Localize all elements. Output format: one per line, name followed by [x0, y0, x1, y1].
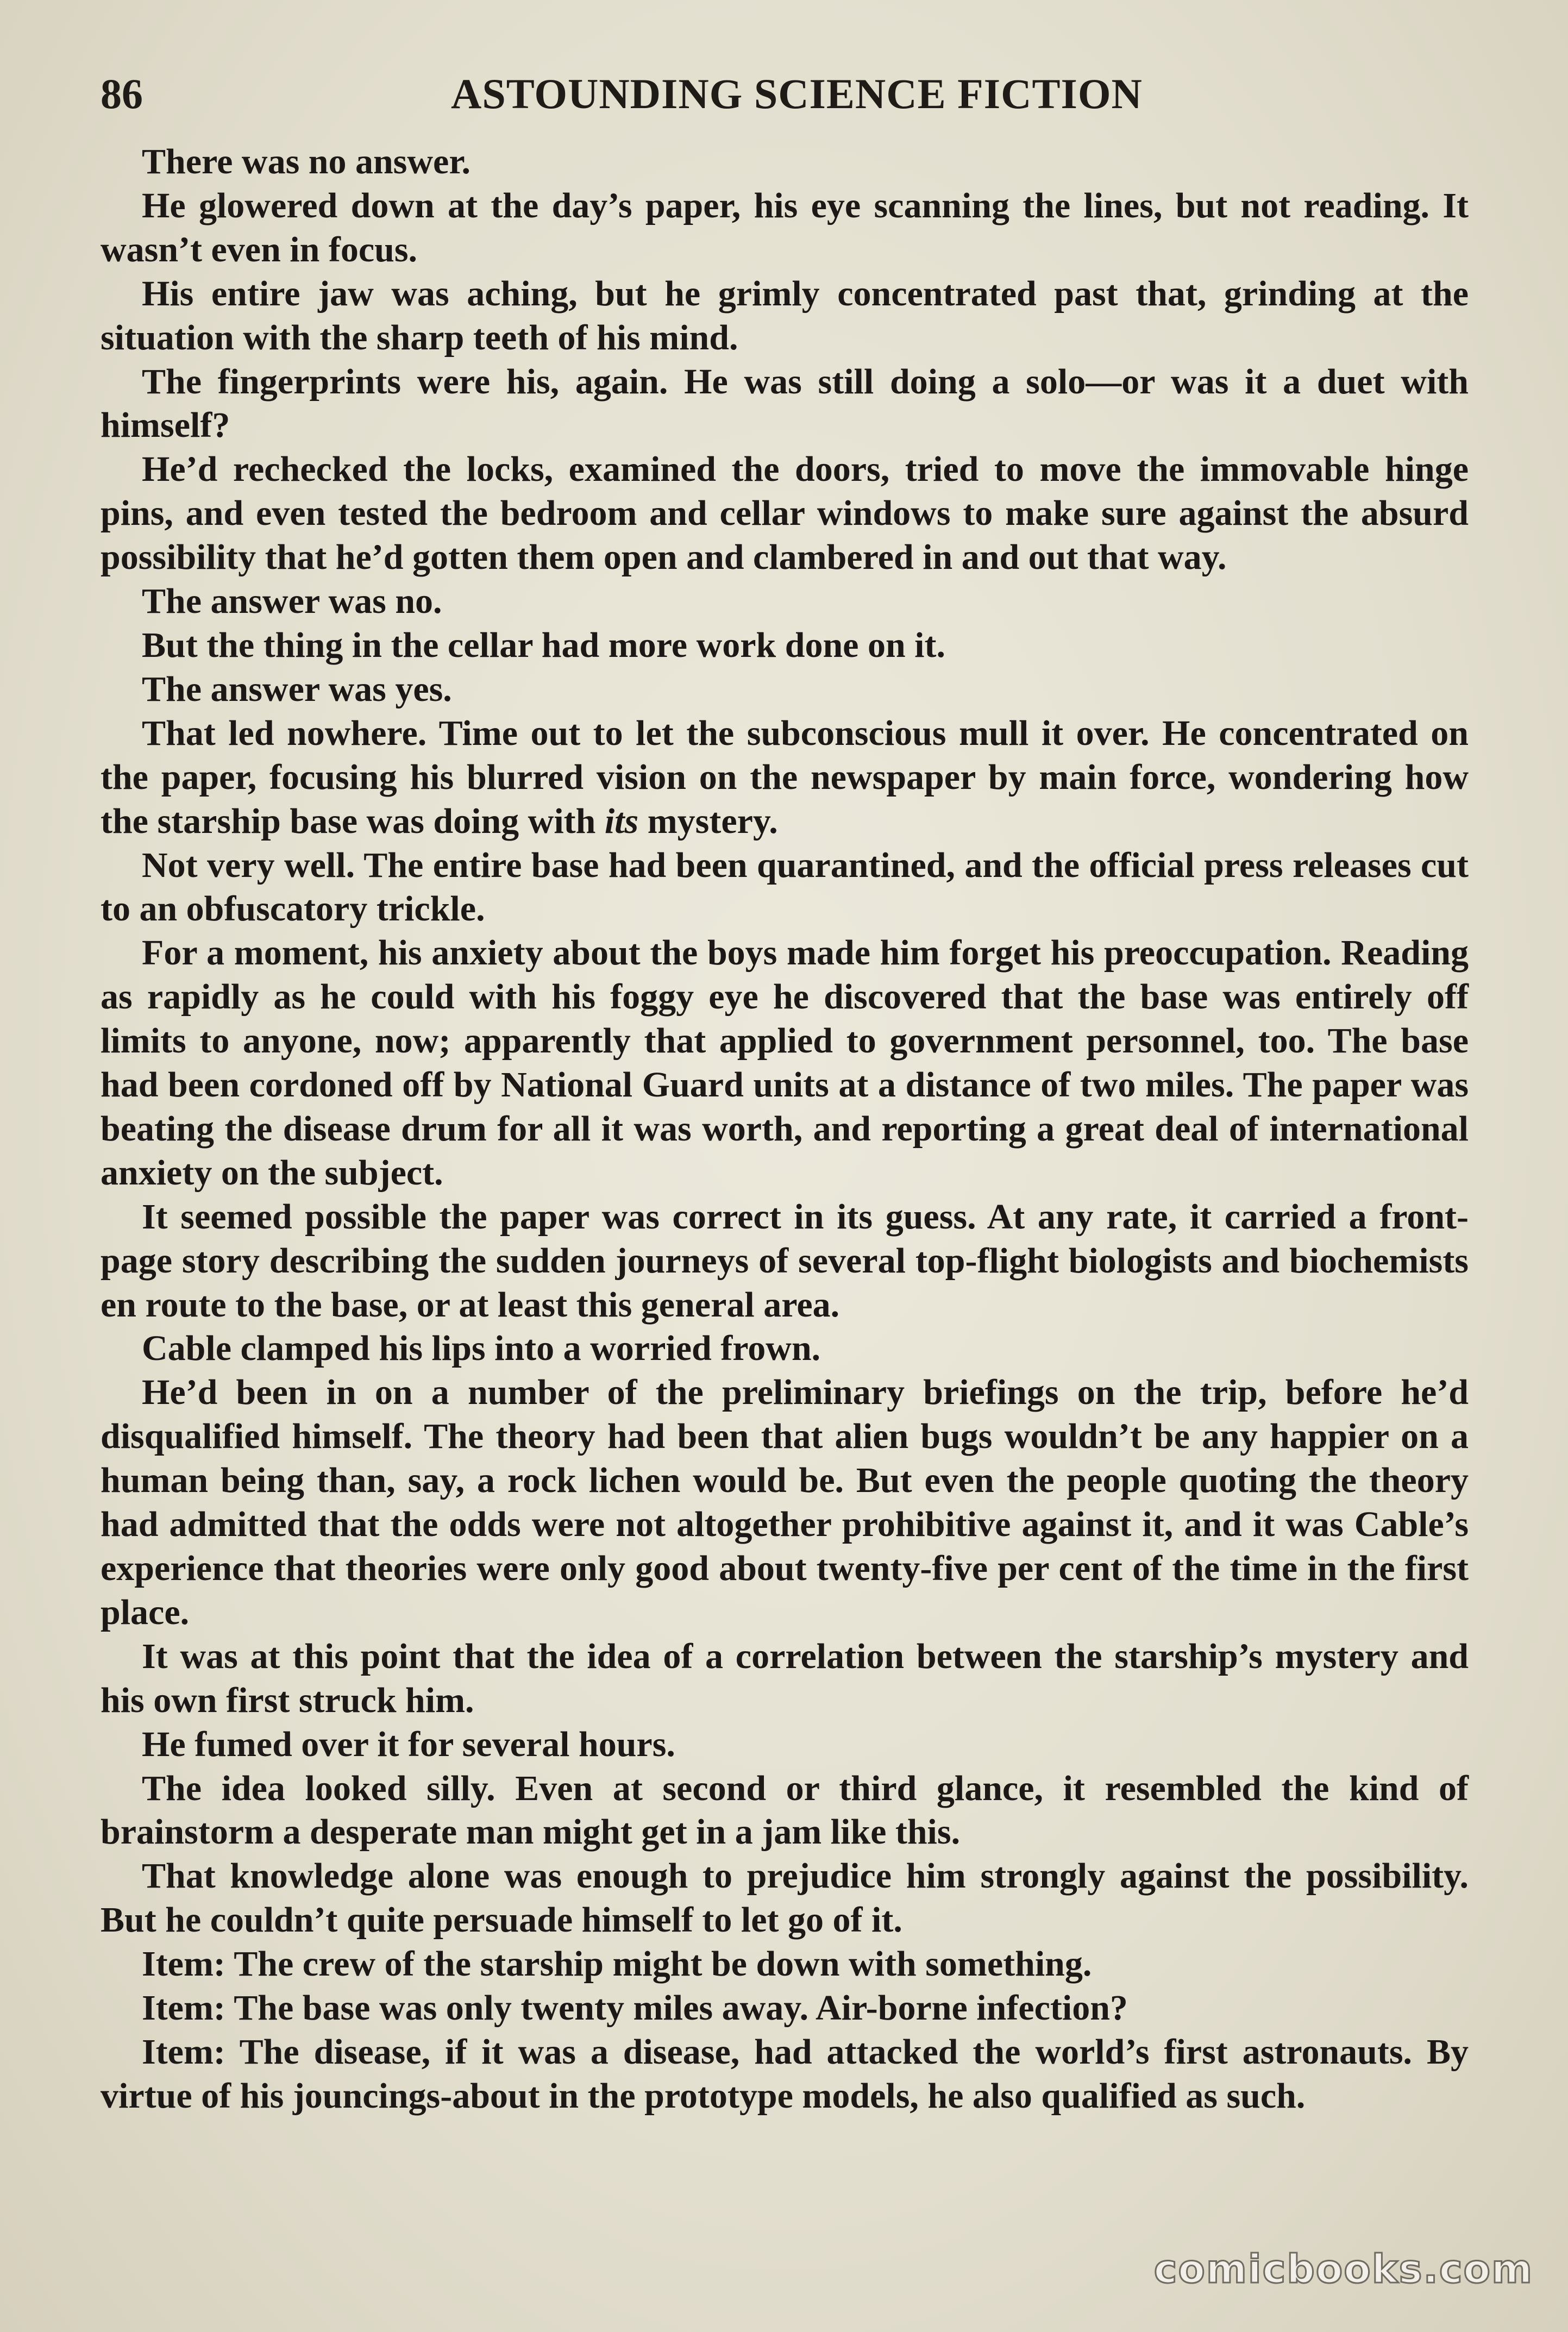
- paragraph: It was at this point that the idea of a correlation between the starship’s mystery and his own first struck him.: [101, 1636, 1469, 1720]
- site-watermark: comicbooks.com: [1153, 2246, 1533, 2292]
- paragraph: But the thing in the cellar had more work done on it.: [142, 625, 945, 665]
- paragraph-text: That led nowhere. Time out to let the subconscious mull it over. He concentrated on the paper, focusing his blurred vision on the newspaper by main force, wondering how the starship base was doing with: [101, 713, 1469, 841]
- paragraph: He fumed over it for several hours.: [142, 1724, 675, 1764]
- paragraph: His entire jaw was aching, but he grimly concentrated past that, grinding at the situation with the sharp teeth of his mind.: [101, 273, 1469, 358]
- paragraph: Cable clamped his lips into a worried frown.: [142, 1328, 821, 1369]
- paragraph: It seemed possible the paper was correct in its guess. At any rate, it carried a front-page story describing the sudden journeys of several top-flight biologists and biochemists en route to the base, or at least this general area.: [101, 1196, 1469, 1325]
- paragraph: The idea looked silly. Even at second or third glance, it resembled the kind of brainstorm a desperate man might get in a jam like this.: [101, 1768, 1469, 1852]
- paragraph-text: mystery.: [638, 801, 778, 841]
- paragraph: The answer was yes.: [142, 669, 452, 709]
- paragraph: The answer was no.: [142, 581, 442, 622]
- paragraph: He’d been in on a number of the preliminary briefings on the trip, before he’d disqualified himself. The theory had been that alien bugs wouldn’t be any happier on a human being than, say, a rock lichen would be. But even the people quoting the theory had admitted that the odds were not altogether prohibitive against it, and it was Cable’s experience that theories were only good about twenty-five per cent of the time in the first place.: [101, 1372, 1469, 1632]
- paragraph: He’d rechecked the locks, examined the doors, tried to move the immovable hinge pins, and even tested the bedroom and cellar windows to make sure against the absurd possibility that he’d gotten them open and clambered in and out that way.: [101, 449, 1469, 578]
- emphasized-word: its: [604, 801, 639, 841]
- paragraph: The fingerprints were his, again. He was still doing a solo—or was it a duet with himself?: [101, 361, 1469, 446]
- paragraph: There was no answer.: [142, 142, 471, 181]
- paragraph: Item: The crew of the starship might be down with something.: [142, 1944, 1092, 1984]
- page-number: 86: [101, 70, 143, 117]
- magazine-title: ASTOUNDING SCIENCE FICTION: [451, 70, 1143, 117]
- paragraph: Not very well. The entire base had been quarantined, and the official press releases cut to an obfuscatory trickle.: [101, 845, 1469, 929]
- paragraph: Item: The base was only twenty miles away. Air-borne infection?: [142, 1988, 1128, 2028]
- paragraph: Item: The disease, if it was a disease, had attacked the world’s first astronauts. By virtue of his jouncings-about in the prototype models, he also qualified as such.: [101, 2032, 1469, 2116]
- running-head: [101, 64, 1466, 124]
- story-text: [101, 140, 1469, 2118]
- paragraph: That knowledge alone was enough to prejudice him strongly against the possibility. But he couldn’t quite persuade himself to let go of it.: [101, 1856, 1469, 1940]
- paragraph: He glowered down at the day’s paper, his eye scanning the lines, but not reading. It wasn’t even in focus.: [101, 185, 1469, 269]
- paragraph: For a moment, his anxiety about the boys made him forget his preoccupation. Reading as rapidly as he could with his foggy eye he discovered that the base was entirely off limits to anyone, now; apparently that applied to government personnel, too. The base had been cordoned off by National Guard units at a distance of two miles. The paper was beating the disease drum for all it was worth, and reporting a great deal of international anxiety on the subject.: [101, 933, 1469, 1193]
- paragraph-with-emphasis: [101, 712, 1469, 844]
